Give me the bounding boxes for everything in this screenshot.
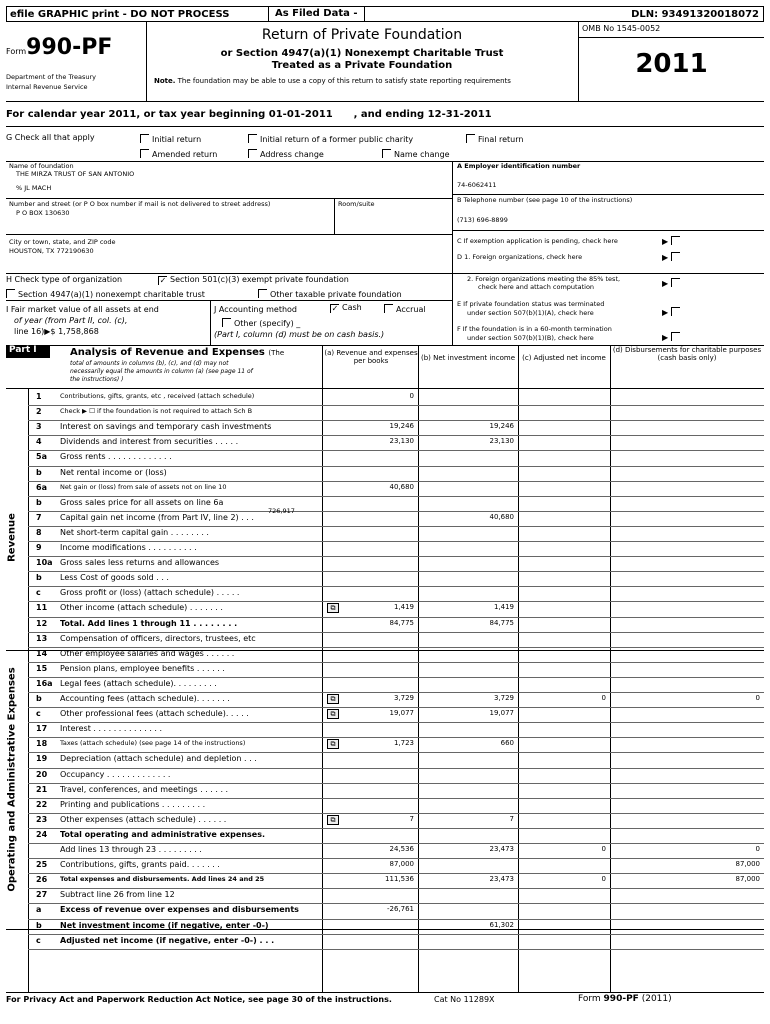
d1-label: D 1. Foreign organizations, check here (457, 253, 583, 261)
d2-label-a: 2. Foreign organizations meeting the 85% test, (467, 275, 621, 283)
cell-col-b: 7 (509, 814, 514, 823)
cb-accrual[interactable]: Accrual (384, 304, 426, 315)
line-number: 3 (36, 422, 42, 432)
line-number: b (36, 920, 42, 930)
line-description: Dividends and interest from securities . . . . . (60, 437, 239, 447)
line-description: Accounting fees (attach schedule). . . . . . . (60, 694, 230, 703)
line-number: 17 (36, 724, 48, 734)
cell-col-b: 61,302 (489, 920, 514, 929)
schedule-attachment-icon[interactable]: ⧉ (327, 739, 339, 749)
line-description: Pension plans, employee benefits . . . . . . (60, 663, 225, 673)
room-label: Room/suite (338, 200, 375, 208)
note-text: The foundation may be able to use a copy of this return to satisfy state reporting requirements (177, 77, 511, 85)
cb-cash[interactable]: ✓ Cash (331, 303, 362, 313)
street: P O BOX 130630 (16, 209, 70, 217)
line-number: 8 (36, 527, 42, 537)
fmv-value: 1,758,868 (58, 327, 99, 336)
line-number: c (36, 588, 41, 598)
city: HOUSTON, TX 772190630 (9, 247, 94, 255)
schedule-attachment-icon[interactable]: ⧉ (327, 603, 339, 613)
form-number: 990-PF (26, 35, 113, 60)
footer-form: Form 990-PF (2011) (578, 994, 672, 1004)
banner-left: efile GRAPHIC print - DO NOT PROCESS (10, 9, 230, 20)
form-subtitle2: Treated as a Private Foundation (271, 60, 453, 71)
j-label: J Accounting method (214, 305, 298, 314)
tax-year: 2011 (635, 49, 708, 79)
line-number: a (36, 905, 42, 915)
line-number: 4 (36, 437, 42, 447)
cell-col-b: 19,246 (489, 422, 514, 431)
line-description: Interest . . . . . . . . . . . . . . (60, 724, 163, 734)
cb-address-change[interactable]: Address change (248, 149, 324, 160)
line-description: Capital gain net income (from Part IV, line 2) . . . (60, 512, 254, 522)
cell-col-b: 19,077 (489, 709, 514, 718)
cell-col-b: 23,130 (489, 437, 514, 446)
line-number: b (36, 573, 42, 583)
cell-col-a: 19,077 (389, 709, 414, 718)
line-description: Net short-term capital gain . . . . . . . . (60, 527, 209, 537)
cb-501c3[interactable]: ✓ Section 501(c)(3) exempt private foundation (159, 275, 349, 285)
cell-col-a: 23,130 (389, 437, 414, 446)
line-number: 19 (36, 754, 48, 764)
col-d-header: (d) Disbursements for charitable purposes (cash basis only) (612, 346, 762, 362)
cell-col-a: 19,246 (389, 422, 414, 431)
name-label: Name of foundation (9, 162, 74, 170)
i-line1: I Fair market value of all assets at end (6, 305, 159, 314)
line-number: c (36, 935, 41, 945)
line-number: 5a (36, 452, 47, 462)
cell-col-a: -26,761 (386, 905, 414, 914)
line-description: Add lines 13 through 23 . . . . . . . . . (60, 845, 202, 854)
e-label-b: under section 507(b)(1)(A), check here (467, 309, 594, 317)
line-description: Subtract line 26 from line 12 (60, 890, 175, 900)
cell-col-b: 1,419 (493, 603, 514, 612)
cell-col-a: 24,536 (389, 845, 414, 853)
part1-desc: total of amounts in columns (b), (c), and (d) may not necessarily equal the amounts in column (a) (see page 11 of the instructions) ) (70, 360, 253, 383)
line-number: 1 (36, 392, 42, 401)
line-number: 12 (36, 618, 48, 628)
line-description: Other expenses (attach schedule) . . . . . . (60, 814, 227, 824)
omb-number: OMB No 1545-0052 (579, 22, 764, 38)
line-description: Net rental income or (loss) (60, 467, 167, 477)
cb-4947[interactable]: Section 4947(a)(1) nonexempt charitable trust (6, 289, 205, 300)
line-number: 7 (36, 512, 42, 522)
line-description: Other professional fees (attach schedule). . . . . (60, 709, 249, 719)
cell-col-d: 87,000 (735, 860, 760, 869)
c-label: C If exemption application is pending, check here (457, 237, 618, 245)
line-description: Gross rents . . . . . . . . . . . . . (60, 452, 172, 462)
line-number: 10a (36, 558, 53, 568)
line-number: 6a (36, 482, 47, 492)
schedule-attachment-icon[interactable]: ⧉ (327, 694, 339, 704)
cell-col-a: 1,419 (393, 603, 414, 612)
cb-e[interactable]: ▶ (662, 307, 683, 318)
banner-mid: As Filed Data - (268, 7, 365, 21)
line-number: b (36, 497, 42, 507)
cell-col-d: 0 (755, 694, 760, 702)
form-prefix: Form (6, 47, 27, 56)
line-description: Check ▶ ☐ if the foundation is not required to attach Sch B (60, 407, 253, 416)
street-label: Number and street (or P O box number if mail is not delivered to street address) (9, 200, 271, 208)
line-description: Excess of revenue over expenses and disbursements (60, 905, 299, 915)
line-number: 14 (36, 648, 48, 658)
line-description: Income modifications . . . . . . . . . . (60, 543, 197, 552)
cell-col-c: 0 (601, 694, 606, 702)
form-header (6, 22, 764, 102)
form-title: Return of Private Foundation (261, 27, 463, 43)
f-label-a: F If the foundation is in a 60-month termination (457, 325, 612, 333)
line-description: Other income (attach schedule) . . . . . . . (60, 603, 223, 613)
cell-col-d: 0 (755, 845, 760, 853)
cb-d1[interactable]: ▶ (662, 252, 683, 263)
foundation-name: THE MIRZA TRUST OF SAN ANTONIO (16, 170, 135, 178)
cell-col-b: 40,680 (489, 512, 514, 521)
cb-d2[interactable]: ▶ (662, 278, 683, 289)
cell-col-d: 87,000 (735, 875, 760, 884)
line-description: Legal fees (attach schedule). . . . . . . . . (60, 678, 217, 688)
e-label-a: E If private foundation status was terminated (457, 300, 605, 308)
cb-f[interactable]: ▶ (662, 332, 683, 343)
cell-col-a: 87,000 (389, 860, 414, 869)
cb-initial-former[interactable]: Initial return of a former public charity (248, 134, 413, 145)
col-c-header: (c) Adjusted net income (522, 354, 606, 362)
line-description: Net gain or (loss) from sale of assets not on line 10 (60, 482, 227, 491)
line-description: Net investment income (if negative, enter -0-) (60, 920, 269, 930)
line-description: Printing and publications . . . . . . . . . (60, 799, 206, 809)
care-of: % JL MACH (16, 184, 52, 192)
line-description: Adjusted net income (if negative, enter -0-) . . . (60, 935, 275, 945)
note-label: Note. (154, 77, 176, 85)
line-description: Contributions, gifts, grants paid. . . . . . . (60, 860, 220, 870)
city-label: City or town, state, and ZIP code (9, 238, 116, 246)
irs: Internal Revenue Service (6, 83, 88, 91)
cb-amended-return[interactable]: Amended return (140, 149, 217, 160)
line-number: b (36, 694, 42, 703)
line-number: 2 (36, 407, 42, 417)
line-description: Travel, conferences, and meetings . . . . . . (60, 784, 229, 794)
footer-notice: For Privacy Act and Paperwork Reduction Act Notice, see page 30 of the instructions. (6, 995, 392, 1004)
line-description: Total. Add lines 1 through 11 . . . . . . . . (60, 618, 238, 628)
line-description: Total operating and administrative expenses. (60, 829, 265, 839)
line-description: Total expenses and disbursements. Add lines 24 and 25 (60, 875, 265, 884)
part1-badge: Part I (6, 346, 50, 358)
calendar-year: For calendar year 2011, or tax year beginning 01-01-2011 , and ending 12-31-2011 (6, 109, 492, 120)
phone: (713) 696-8899 (457, 216, 508, 224)
cell-col-b: 660 (500, 739, 514, 748)
f-label-b: under section 507(b)(1)(B), check here (467, 334, 594, 342)
g-label: G Check all that apply (6, 133, 95, 142)
dln: DLN: 93491320018072 (631, 9, 759, 20)
form-subtitle1: or Section 4947(a)(1) Nonexempt Charitable Trust (220, 48, 504, 59)
line-number: b (36, 467, 42, 477)
line-description: Gross profit or (loss) (attach schedule) . . . . . (60, 588, 240, 598)
cell-col-a: 40,680 (389, 482, 414, 491)
line-number: 11 (36, 603, 48, 613)
cb-initial-return[interactable]: Initial return (140, 134, 201, 145)
col-a-header: (a) Revenue and expenses per books (324, 349, 418, 365)
cell-col-a: 7 (409, 814, 414, 823)
phone-label: B Telephone number (see page 10 of the instructions) (457, 196, 633, 204)
cell-col-c: 0 (601, 845, 606, 853)
cell-col-a: 1,723 (393, 739, 414, 748)
schedule-attachment-icon[interactable]: ⧉ (327, 815, 339, 825)
line-description: Less Cost of goods sold . . . (60, 573, 169, 583)
line-number: 15 (36, 663, 48, 673)
line-description: Contributions, gifts, grants, etc , received (attach schedule) (60, 392, 255, 400)
cell-col-c: 0 (601, 875, 606, 884)
line-description: Depreciation (attach schedule) and depletion . . . (60, 754, 257, 764)
line-number: 22 (36, 799, 48, 809)
ein-label: A Employer identification number (457, 162, 581, 170)
line-number: 13 (36, 633, 48, 643)
cb-final-return[interactable]: Final return (466, 134, 523, 145)
part1-title: Analysis of Revenue and Expenses (The (70, 347, 285, 358)
cell-col-b: 3,729 (493, 694, 514, 702)
line-number: 20 (36, 769, 48, 779)
line-number: 27 (36, 890, 48, 900)
line-description: Taxes (attach schedule) (see page 14 of the instructions) (60, 739, 246, 748)
cb-other-method[interactable]: Other (specify) _ (222, 318, 300, 329)
cell-col-a: 3,729 (393, 694, 414, 702)
i-line2: of year (from Part II, col. (c), (14, 316, 128, 325)
line-description: Interest on savings and temporary cash investments (60, 422, 272, 432)
h-label: H Check type of organization (6, 275, 123, 284)
line-number: 21 (36, 784, 48, 794)
cb-c[interactable]: ▶ (662, 236, 683, 247)
cell-col-a: 111,536 (385, 875, 414, 884)
line-description: Gross sales less returns and allowances (60, 558, 220, 568)
efile-banner (6, 6, 764, 22)
cell-col-a: 84,775 (389, 618, 414, 627)
line-number: c (36, 709, 41, 719)
line-number: 9 (36, 543, 42, 552)
dept-treasury: Department of the Treasury (6, 73, 97, 81)
line-number: 18 (36, 739, 48, 749)
cb-name-change[interactable]: Name change (382, 149, 450, 160)
ein: 74-6062411 (457, 181, 497, 189)
cell-col-b: 23,473 (489, 875, 514, 884)
line-number: 24 (36, 829, 48, 839)
j-note: (Part I, column (d) must be on cash basis.) (214, 330, 385, 339)
side-label-revenue: Revenue (6, 513, 18, 562)
line-number: 26 (36, 875, 48, 885)
d2-label-b: check here and attach computation (478, 283, 595, 291)
line-number: 16a (36, 678, 53, 688)
schedule-attachment-icon[interactable]: ⧉ (327, 709, 339, 719)
cell-col-b: 84,775 (489, 618, 514, 627)
line-description: Occupancy . . . . . . . . . . . . . (60, 769, 171, 779)
line-description: Gross sales price for all assets on line 6a (60, 497, 224, 507)
cell-col-b: 23,473 (489, 845, 514, 853)
side-label-expenses: Operating and Administrative Expenses (6, 667, 18, 892)
line-description: Other employee salaries and wages . . . . . . (60, 648, 235, 658)
line6b-value: 726,917 (268, 507, 295, 515)
cell-col-a: 0 (409, 392, 414, 400)
cb-other-taxable[interactable]: Other taxable private foundation (258, 289, 402, 300)
line-number: 25 (36, 860, 48, 870)
col-b-header: (b) Net investment income (420, 354, 516, 362)
i-line3: line 16)▶$ 1,758,868 (14, 327, 99, 336)
line-number: 23 (36, 814, 48, 824)
line-description: Compensation of officers, directors, trustees, etc (60, 633, 256, 643)
cat-no: Cat No 11289X (434, 995, 495, 1004)
